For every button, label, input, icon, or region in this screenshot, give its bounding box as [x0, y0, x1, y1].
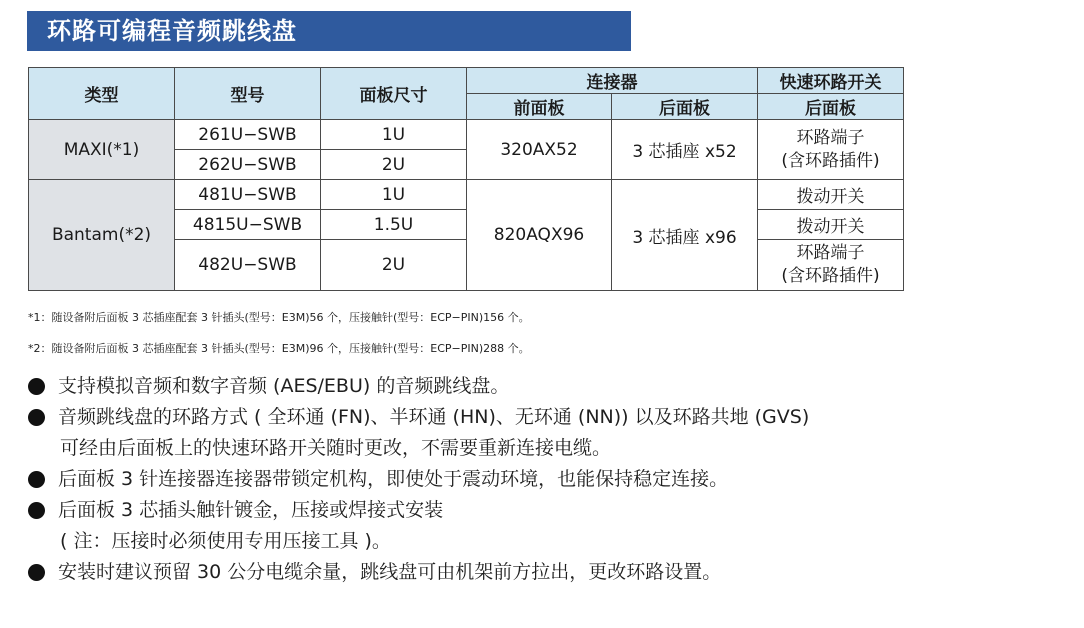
- switch-cell: 拨动开关: [758, 180, 904, 210]
- bullet-icon: [28, 502, 45, 519]
- header-rear-panel: 后面板: [612, 94, 758, 120]
- model-cell: 4815U−SWB: [175, 210, 321, 240]
- rear-connector-cell: 3 芯插座 x96: [612, 180, 758, 291]
- spec-table: [28, 67, 904, 291]
- size-cell: 2U: [321, 240, 467, 291]
- model-cell: 261U−SWB: [175, 120, 321, 150]
- model-cell: 481U−SWB: [175, 180, 321, 210]
- feature-list: [28, 371, 1068, 588]
- list-item-text: 可经由后面板上的快速环路开关随时更改，不需要重新连接电缆。: [60, 437, 612, 459]
- header-connector: 连接器: [467, 68, 758, 94]
- bullet-icon: [28, 564, 45, 581]
- front-connector-cell: 320AX52: [467, 120, 612, 180]
- size-cell: 2U: [321, 150, 467, 180]
- switch-line: (含环路插件): [781, 266, 880, 286]
- list-item-text: 音频跳线盘的环路方式 ( 全环通 (FN)、半环通 (HN)、无环通 (NN)) 以及环路共地 (GVS): [58, 406, 810, 428]
- model-cell: 262U−SWB: [175, 150, 321, 180]
- list-item: [28, 557, 1068, 588]
- switch-cell: [758, 120, 904, 180]
- list-item: [28, 371, 1068, 402]
- header-type: 类型: [29, 68, 175, 120]
- switch-line: 环路端子: [796, 243, 865, 263]
- rear-connector-cell: 3 芯插座 x52: [612, 120, 758, 180]
- header-front-panel: 前面板: [467, 94, 612, 120]
- type-cell: Bantam(*2): [29, 180, 175, 291]
- size-cell: 1U: [321, 180, 467, 210]
- header-model: 型号: [175, 68, 321, 120]
- bullet-icon: [28, 378, 45, 395]
- bullet-icon: [28, 409, 45, 426]
- model-cell: 482U−SWB: [175, 240, 321, 291]
- switch-cell: 拨动开关: [758, 210, 904, 240]
- header-rear-panel-switch: 后面板: [758, 94, 904, 120]
- list-item-text: 安装时建议预留 30 公分电缆余量，跳线盘可由机架前方拉出，更改环路设置。: [58, 561, 722, 583]
- list-item-text: 后面板 3 芯插头触针镀金，压接或焊接式安装: [58, 499, 444, 521]
- footnote-1: *1：随设备附后面板 3 芯插座配套 3 针插头(型号：E3M)56 个，压接触针(型号：ECP−PIN)156 个。: [28, 311, 530, 324]
- table-row: [29, 180, 904, 210]
- list-item-text: ( 注：压接时必须使用专用压接工具 )。: [60, 530, 391, 552]
- list-item: [28, 495, 1068, 557]
- size-cell: 1.5U: [321, 210, 467, 240]
- footnote-2: *2：随设备附后面板 3 芯插座配套 3 针插头(型号：E3M)96 个，压接触针(型号：ECP−PIN)288 个。: [28, 342, 530, 355]
- size-cell: 1U: [321, 120, 467, 150]
- bullet-icon: [28, 471, 45, 488]
- switch-cell: [758, 240, 904, 291]
- list-item: [28, 402, 1068, 464]
- header-quick-switch: 快速环路开关: [758, 68, 904, 94]
- front-connector-cell: 820AQX96: [467, 180, 612, 291]
- list-item: [28, 464, 1068, 495]
- table-row: [29, 120, 904, 150]
- list-item-text: 后面板 3 针连接器连接器带锁定机构，即使处于震动环境，也能保持稳定连接。: [58, 468, 729, 490]
- switch-line: 环路端子: [796, 127, 865, 148]
- header-panel-size: 面板尺寸: [321, 68, 467, 120]
- switch-line: (含环路插件): [781, 150, 880, 171]
- list-item-text: 支持模拟音频和数字音频 (AES/EBU) 的音频跳线盘。: [58, 375, 510, 397]
- page-title: 环路可编程音频跳线盘: [27, 11, 631, 51]
- type-cell: MAXI(*1): [29, 120, 175, 180]
